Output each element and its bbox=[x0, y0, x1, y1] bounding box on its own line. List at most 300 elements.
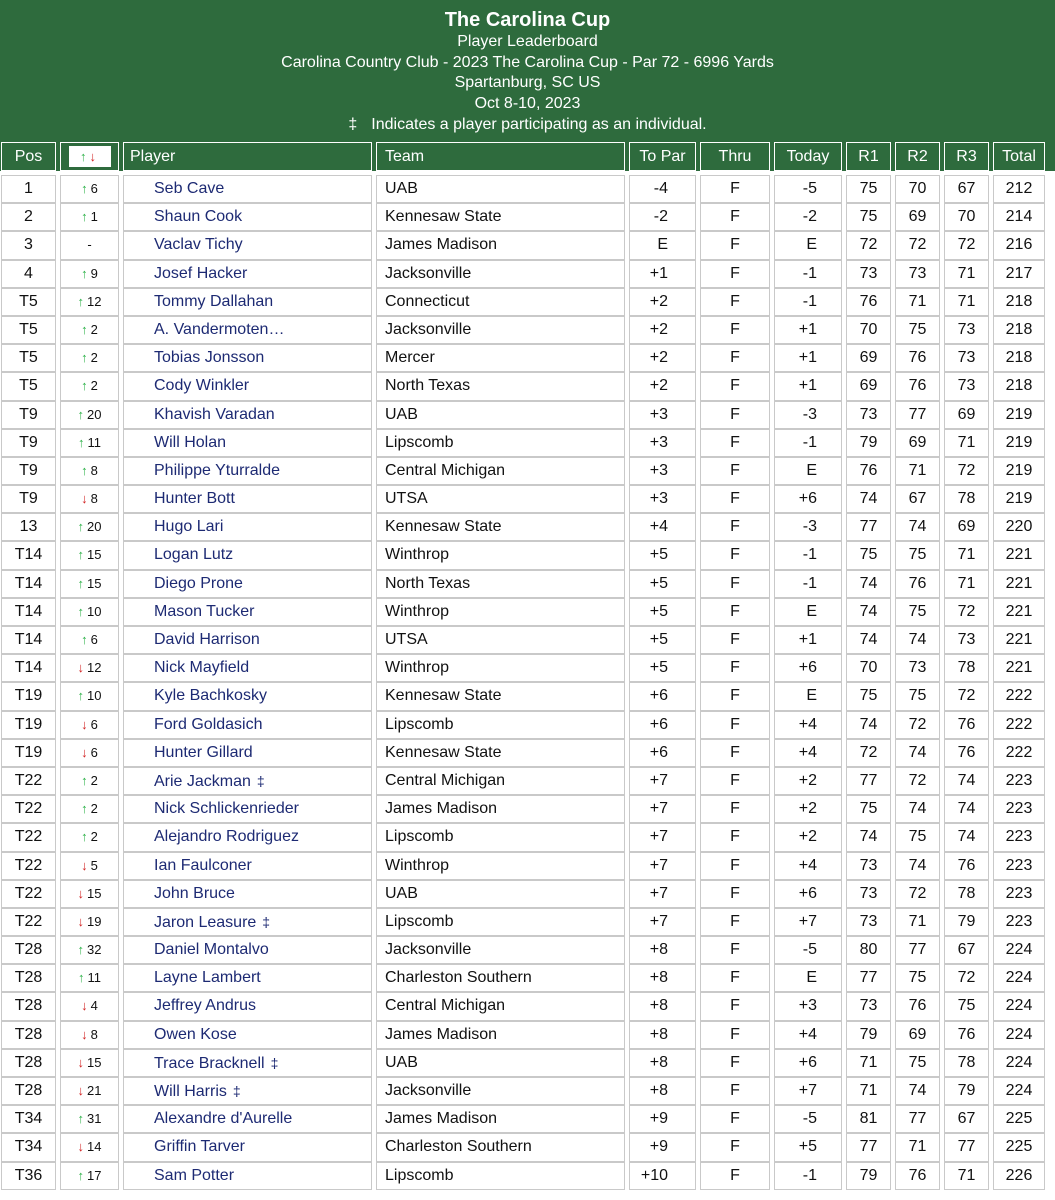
r2-cell: 75 bbox=[895, 964, 940, 992]
player-name-link[interactable]: Alexandre d'Aurelle bbox=[154, 1110, 293, 1128]
r2-cell: 76 bbox=[895, 992, 940, 1020]
r3-cell: 69 bbox=[944, 401, 989, 429]
player-cell[interactable] bbox=[123, 626, 372, 654]
player-cell[interactable] bbox=[123, 936, 372, 964]
individual-dagger-icon: ‡ bbox=[262, 913, 271, 930]
thru-cell: F bbox=[700, 203, 770, 231]
player-name-link[interactable]: Nick Schlickenrieder bbox=[154, 800, 299, 818]
movement-cell bbox=[60, 795, 119, 823]
table-row bbox=[0, 541, 1055, 569]
to-par-cell: +7 bbox=[629, 908, 696, 936]
position-cell: T28 bbox=[1, 1049, 56, 1077]
r2-cell: 71 bbox=[895, 1133, 940, 1161]
player-name-link[interactable]: Vaclav Tichy bbox=[154, 236, 243, 254]
r3-cell: 75 bbox=[944, 992, 989, 1020]
position-change: 8 bbox=[90, 491, 98, 507]
team-cell: Kennesaw State bbox=[376, 739, 625, 767]
table-row bbox=[0, 654, 1055, 682]
to-par-cell: +7 bbox=[629, 795, 696, 823]
to-par-cell: +9 bbox=[629, 1105, 696, 1133]
r1-cell: 74 bbox=[846, 626, 891, 654]
position-change: 10 bbox=[87, 603, 102, 619]
r3-cell: 72 bbox=[944, 231, 989, 259]
r1-cell: 73 bbox=[846, 852, 891, 880]
r3-cell: 76 bbox=[944, 1021, 989, 1049]
player-cell[interactable] bbox=[123, 316, 372, 344]
r2-cell: 72 bbox=[895, 231, 940, 259]
column-header-team[interactable]: Team bbox=[376, 142, 625, 171]
player-name-link[interactable]: Josef Hacker bbox=[154, 264, 248, 282]
thru-cell: F bbox=[700, 767, 770, 795]
position-cell: T9 bbox=[1, 429, 56, 457]
today-cell: -1 bbox=[774, 1162, 842, 1190]
thru-cell: F bbox=[700, 795, 770, 823]
position-cell: T22 bbox=[1, 795, 56, 823]
team-cell: North Texas bbox=[376, 372, 625, 400]
player-name-link[interactable]: Philippe Yturralde bbox=[154, 461, 281, 479]
movement-cell bbox=[60, 1077, 119, 1105]
r2-cell: 72 bbox=[895, 767, 940, 795]
course-info: Carolina Country Club - 2023 The Carolina Cup - Par 72 - 6996 Yards bbox=[281, 53, 774, 71]
today-cell: +1 bbox=[774, 626, 842, 654]
to-par-cell: +5 bbox=[629, 570, 696, 598]
today-cell: +2 bbox=[774, 767, 842, 795]
thru-cell: F bbox=[700, 541, 770, 569]
movement-cell bbox=[60, 485, 119, 513]
today-cell: -1 bbox=[774, 429, 842, 457]
player-name-link[interactable]: Alejandro Rodriguez bbox=[154, 828, 299, 846]
r3-cell: 78 bbox=[944, 880, 989, 908]
arrow-up-icon: ↑ bbox=[81, 462, 88, 478]
player-cell[interactable] bbox=[123, 1133, 372, 1161]
position-cell: T14 bbox=[1, 570, 56, 598]
arrow-up-icon: ↑ bbox=[77, 603, 85, 619]
player-name-link[interactable]: Tommy Dallahan bbox=[154, 292, 274, 310]
movement-cell bbox=[60, 288, 119, 316]
table-row bbox=[0, 1105, 1055, 1133]
position-change: 21 bbox=[87, 1083, 102, 1098]
team-cell: Lipscomb bbox=[376, 1162, 625, 1190]
position-cell: 3 bbox=[1, 231, 56, 259]
position-cell: T14 bbox=[1, 598, 56, 626]
player-name-link[interactable]: Trace Bracknell bbox=[154, 1054, 265, 1072]
r1-cell: 80 bbox=[846, 936, 891, 964]
position-change: 12 bbox=[87, 293, 102, 309]
today-cell: +4 bbox=[774, 1021, 842, 1049]
player-name-link[interactable]: Will Harris bbox=[154, 1083, 227, 1100]
player-cell[interactable] bbox=[123, 682, 372, 710]
player-cell[interactable] bbox=[123, 992, 372, 1020]
position-cell: T5 bbox=[1, 288, 56, 316]
player-cell[interactable] bbox=[123, 852, 372, 880]
table-row bbox=[0, 823, 1055, 851]
r1-cell: 73 bbox=[846, 992, 891, 1020]
r1-cell: 72 bbox=[846, 739, 891, 767]
column-header-r2[interactable]: R2 bbox=[895, 142, 940, 171]
thru-cell: F bbox=[700, 260, 770, 288]
table-row bbox=[0, 767, 1055, 795]
total-cell: 223 bbox=[993, 880, 1045, 908]
r2-cell: 69 bbox=[895, 429, 940, 457]
player-cell[interactable] bbox=[123, 288, 372, 316]
r3-cell: 74 bbox=[944, 795, 989, 823]
today-cell: -1 bbox=[774, 570, 842, 598]
player-name-link[interactable]: Layne Lambert bbox=[154, 969, 261, 987]
thru-cell: F bbox=[700, 711, 770, 739]
to-par-cell: +2 bbox=[629, 316, 696, 344]
r2-cell: 74 bbox=[895, 739, 940, 767]
position-change: 15 bbox=[87, 547, 102, 563]
player-cell[interactable] bbox=[123, 908, 372, 936]
position-cell: T19 bbox=[1, 711, 56, 739]
player-name-link[interactable]: John Bruce bbox=[154, 884, 235, 902]
player-name-link[interactable]: Will Holan bbox=[154, 433, 227, 451]
tournament-title: The Carolina Cup bbox=[444, 9, 611, 31]
to-par-cell: -4 bbox=[629, 175, 696, 203]
player-name-link[interactable]: Sam Potter bbox=[154, 1166, 235, 1184]
player-name-link[interactable]: Cody Winkler bbox=[154, 377, 250, 395]
to-par-cell: +1 bbox=[629, 260, 696, 288]
individual-note-text: Indicates a player participating as an individual. bbox=[371, 115, 707, 133]
team-cell: Central Michigan bbox=[376, 457, 625, 485]
to-par-cell: +5 bbox=[629, 541, 696, 569]
player-cell[interactable] bbox=[123, 344, 372, 372]
column-header-thru[interactable]: Thru bbox=[700, 142, 770, 171]
player-cell[interactable] bbox=[123, 401, 372, 429]
total-cell: 212 bbox=[993, 175, 1045, 203]
thru-cell: F bbox=[700, 1021, 770, 1049]
movement-cell bbox=[60, 654, 119, 682]
r2-cell: 73 bbox=[895, 654, 940, 682]
player-name-link[interactable]: Daniel Montalvo bbox=[154, 941, 269, 959]
table-row bbox=[0, 485, 1055, 513]
r2-cell: 69 bbox=[895, 203, 940, 231]
to-par-cell: +6 bbox=[629, 711, 696, 739]
to-par-cell: +2 bbox=[629, 288, 696, 316]
r3-cell: 76 bbox=[944, 711, 989, 739]
r1-cell: 71 bbox=[846, 1077, 891, 1105]
individual-dagger-icon: ‡ bbox=[270, 1054, 279, 1071]
today-cell: +4 bbox=[774, 711, 842, 739]
movement-cell bbox=[60, 1133, 119, 1161]
player-name-link[interactable]: A. Vandermoten… bbox=[154, 320, 285, 338]
r2-cell: 75 bbox=[895, 541, 940, 569]
player-name-link[interactable]: Jeffrey Andrus bbox=[154, 997, 256, 1015]
total-cell: 225 bbox=[993, 1105, 1045, 1133]
thru-cell: F bbox=[700, 513, 770, 541]
today-cell: -1 bbox=[774, 288, 842, 316]
movement-cell bbox=[60, 682, 119, 710]
position-cell: T22 bbox=[1, 880, 56, 908]
team-cell: UAB bbox=[376, 175, 625, 203]
r1-cell: 75 bbox=[846, 203, 891, 231]
total-cell: 218 bbox=[993, 344, 1045, 372]
player-name-link[interactable]: Seb Cave bbox=[154, 180, 225, 197]
player-name-link[interactable]: Mason Tucker bbox=[154, 602, 255, 620]
today-cell: +7 bbox=[774, 908, 842, 936]
table-row bbox=[0, 344, 1055, 372]
player-cell[interactable] bbox=[123, 372, 372, 400]
arrow-up-icon: ↑ bbox=[81, 350, 88, 366]
team-cell: UAB bbox=[376, 401, 625, 429]
arrow-down-icon: ↓ bbox=[81, 744, 88, 760]
player-cell[interactable] bbox=[123, 880, 372, 908]
table-row bbox=[0, 682, 1055, 710]
movement-cell bbox=[60, 908, 119, 936]
to-par-cell: +7 bbox=[629, 823, 696, 851]
player-cell[interactable] bbox=[123, 767, 372, 795]
player-cell[interactable] bbox=[123, 654, 372, 682]
arrow-up-icon: ↑ bbox=[77, 688, 85, 704]
movement-cell bbox=[60, 1162, 119, 1190]
movement-cell bbox=[60, 231, 119, 259]
today-cell: -3 bbox=[774, 401, 842, 429]
player-name-link[interactable]: Ian Faulconer bbox=[154, 856, 252, 874]
player-name-link[interactable]: Ford Goldasich bbox=[154, 715, 263, 733]
today-cell: -5 bbox=[774, 1105, 842, 1133]
table-row bbox=[0, 1162, 1055, 1190]
sort-toggle[interactable] bbox=[69, 146, 111, 167]
player-cell[interactable] bbox=[123, 1162, 372, 1190]
arrow-down-icon: ↓ bbox=[89, 149, 96, 164]
column-header-today[interactable]: Today bbox=[774, 142, 842, 171]
player-name-link[interactable]: Jaron Leasure bbox=[154, 913, 257, 931]
table-row bbox=[0, 711, 1055, 739]
column-header-to-par[interactable]: To Par bbox=[629, 142, 696, 171]
r3-cell: 78 bbox=[944, 654, 989, 682]
player-cell[interactable] bbox=[123, 203, 372, 231]
movement-cell bbox=[60, 767, 119, 795]
table-row bbox=[0, 570, 1055, 598]
r2-cell: 74 bbox=[895, 852, 940, 880]
total-cell: 224 bbox=[993, 964, 1045, 992]
column-header-player[interactable]: Player bbox=[123, 142, 372, 171]
r2-cell: 71 bbox=[895, 457, 940, 485]
arrow-down-icon: ↓ bbox=[77, 1083, 85, 1098]
table-row bbox=[0, 372, 1055, 400]
player-name-link[interactable]: Logan Lutz bbox=[154, 546, 234, 564]
column-header-total[interactable]: Total bbox=[993, 142, 1045, 171]
position-change: 6 bbox=[90, 716, 98, 732]
today-cell: -3 bbox=[774, 513, 842, 541]
table-row bbox=[0, 626, 1055, 654]
r3-cell: 71 bbox=[944, 288, 989, 316]
to-par-cell: -2 bbox=[629, 203, 696, 231]
position-cell: T5 bbox=[1, 344, 56, 372]
to-par-cell: +5 bbox=[629, 654, 696, 682]
thru-cell: F bbox=[700, 682, 770, 710]
column-header-r3[interactable]: R3 bbox=[944, 142, 989, 171]
player-cell[interactable] bbox=[123, 598, 372, 626]
arrow-up-icon: ↑ bbox=[77, 942, 85, 958]
column-header-r1[interactable]: R1 bbox=[846, 142, 891, 171]
thru-cell: F bbox=[700, 231, 770, 259]
total-cell: 224 bbox=[993, 1021, 1045, 1049]
r3-cell: 71 bbox=[944, 570, 989, 598]
r3-cell: 71 bbox=[944, 541, 989, 569]
position-change: 32 bbox=[87, 942, 102, 958]
total-cell: 224 bbox=[993, 992, 1045, 1020]
arrow-down-icon: ↓ bbox=[77, 1054, 85, 1070]
r3-cell: 74 bbox=[944, 823, 989, 851]
player-cell[interactable] bbox=[123, 739, 372, 767]
player-name-link[interactable]: Nick Mayfield bbox=[154, 659, 250, 677]
player-cell[interactable] bbox=[123, 485, 372, 513]
movement-cell bbox=[60, 823, 119, 851]
table-row bbox=[0, 288, 1055, 316]
r2-cell: 75 bbox=[895, 682, 940, 710]
player-name-link[interactable]: Griffin Tarver bbox=[154, 1138, 245, 1156]
column-header-movement[interactable] bbox=[60, 142, 119, 171]
r2-cell: 69 bbox=[895, 1021, 940, 1049]
total-cell: 225 bbox=[993, 1133, 1045, 1161]
table-row bbox=[0, 908, 1055, 936]
player-name-link[interactable]: Tobias Jonsson bbox=[154, 349, 265, 367]
r1-cell: 73 bbox=[846, 908, 891, 936]
table-row bbox=[0, 739, 1055, 767]
position-cell: T22 bbox=[1, 852, 56, 880]
r3-cell: 71 bbox=[944, 429, 989, 457]
movement-cell bbox=[60, 316, 119, 344]
position-change: 6 bbox=[90, 181, 98, 196]
player-name-link[interactable]: Arie Jackman bbox=[154, 772, 251, 790]
today-cell: +4 bbox=[774, 739, 842, 767]
player-cell[interactable] bbox=[123, 823, 372, 851]
total-cell: 222 bbox=[993, 739, 1045, 767]
player-name-link[interactable]: Kyle Bachkosky bbox=[154, 687, 267, 705]
position-cell: 1 bbox=[1, 175, 56, 203]
today-cell: +6 bbox=[774, 880, 842, 908]
r3-cell: 73 bbox=[944, 344, 989, 372]
column-header-pos[interactable]: Pos bbox=[1, 142, 56, 171]
today-cell: E bbox=[774, 682, 842, 710]
player-cell[interactable] bbox=[123, 570, 372, 598]
player-cell[interactable] bbox=[123, 964, 372, 992]
player-name-link[interactable]: Hunter Bott bbox=[154, 490, 235, 508]
r3-cell: 71 bbox=[944, 1162, 989, 1190]
thru-cell: F bbox=[700, 1162, 770, 1190]
table-row bbox=[0, 203, 1055, 231]
movement-cell bbox=[60, 852, 119, 880]
r1-cell: 81 bbox=[846, 1105, 891, 1133]
team-cell: Winthrop bbox=[376, 852, 625, 880]
today-cell: +2 bbox=[774, 795, 842, 823]
player-cell[interactable] bbox=[123, 260, 372, 288]
today-cell: E bbox=[774, 964, 842, 992]
r1-cell: 77 bbox=[846, 767, 891, 795]
position-cell: T28 bbox=[1, 936, 56, 964]
total-cell: 222 bbox=[993, 682, 1045, 710]
position-cell: T28 bbox=[1, 992, 56, 1020]
individual-note bbox=[0, 115, 1055, 136]
r2-cell: 77 bbox=[895, 1105, 940, 1133]
player-cell[interactable] bbox=[123, 711, 372, 739]
table-row bbox=[0, 936, 1055, 964]
team-cell: James Madison bbox=[376, 231, 625, 259]
player-cell[interactable] bbox=[123, 175, 372, 203]
player-cell[interactable] bbox=[123, 513, 372, 541]
player-cell[interactable] bbox=[123, 457, 372, 485]
player-cell[interactable] bbox=[123, 1021, 372, 1049]
r1-cell: 69 bbox=[846, 372, 891, 400]
player-name-link[interactable]: Khavish Varadan bbox=[154, 405, 275, 423]
position-change: 2 bbox=[90, 378, 98, 394]
r1-cell: 77 bbox=[846, 1133, 891, 1161]
today-cell: +1 bbox=[774, 372, 842, 400]
player-name-link[interactable]: Hunter Gillard bbox=[154, 743, 253, 761]
table-row bbox=[0, 852, 1055, 880]
player-cell[interactable] bbox=[123, 1049, 372, 1077]
movement-cell bbox=[60, 344, 119, 372]
player-name-link[interactable]: Shaun Cook bbox=[154, 208, 243, 226]
thru-cell: F bbox=[700, 936, 770, 964]
r1-cell: 73 bbox=[846, 260, 891, 288]
movement-cell bbox=[60, 880, 119, 908]
thru-cell: F bbox=[700, 654, 770, 682]
player-name-link[interactable]: Hugo Lari bbox=[154, 518, 224, 536]
r2-cell: 76 bbox=[895, 570, 940, 598]
r2-cell: 74 bbox=[895, 1077, 940, 1105]
player-cell[interactable] bbox=[123, 795, 372, 823]
today-cell: +5 bbox=[774, 1133, 842, 1161]
team-cell: North Texas bbox=[376, 570, 625, 598]
to-par-cell: +6 bbox=[629, 739, 696, 767]
player-name-link[interactable]: Diego Prone bbox=[154, 574, 243, 592]
table-row bbox=[0, 1049, 1055, 1077]
arrow-up-icon: ↑ bbox=[77, 406, 85, 422]
player-cell[interactable] bbox=[123, 231, 372, 259]
today-cell: -1 bbox=[774, 541, 842, 569]
team-cell: Jacksonville bbox=[376, 936, 625, 964]
player-name-link[interactable]: Owen Kose bbox=[154, 1025, 237, 1043]
total-cell: 219 bbox=[993, 401, 1045, 429]
to-par-cell: +10 bbox=[629, 1162, 696, 1190]
arrow-up-icon: ↑ bbox=[77, 519, 85, 535]
to-par-cell: +8 bbox=[629, 1077, 696, 1105]
r3-cell: 78 bbox=[944, 1049, 989, 1077]
position-change: - bbox=[87, 237, 92, 253]
total-cell: 220 bbox=[993, 513, 1045, 541]
thru-cell: F bbox=[700, 1049, 770, 1077]
team-cell: Central Michigan bbox=[376, 767, 625, 795]
thru-cell: F bbox=[700, 175, 770, 203]
position-cell: 13 bbox=[1, 513, 56, 541]
player-cell[interactable] bbox=[123, 541, 372, 569]
table-row bbox=[0, 429, 1055, 457]
player-cell[interactable] bbox=[123, 429, 372, 457]
leaderboard-table bbox=[0, 142, 1055, 1190]
arrow-up-icon: ↑ bbox=[81, 209, 88, 225]
position-cell: T14 bbox=[1, 626, 56, 654]
thru-cell: F bbox=[700, 908, 770, 936]
movement-cell bbox=[60, 711, 119, 739]
position-change: 12 bbox=[87, 660, 102, 676]
movement-cell bbox=[60, 203, 119, 231]
position-change: 6 bbox=[90, 744, 98, 760]
r2-cell: 77 bbox=[895, 936, 940, 964]
position-change: 11 bbox=[87, 970, 101, 986]
table-row bbox=[0, 316, 1055, 344]
player-name-link[interactable]: David Harrison bbox=[154, 631, 260, 648]
thru-cell: F bbox=[700, 316, 770, 344]
arrow-up-icon: ↑ bbox=[81, 829, 88, 845]
position-change: 15 bbox=[87, 575, 102, 591]
player-cell[interactable] bbox=[123, 1105, 372, 1133]
thru-cell: F bbox=[700, 992, 770, 1020]
r3-cell: 67 bbox=[944, 175, 989, 203]
player-cell[interactable] bbox=[123, 1077, 372, 1105]
to-par-cell: +2 bbox=[629, 344, 696, 372]
